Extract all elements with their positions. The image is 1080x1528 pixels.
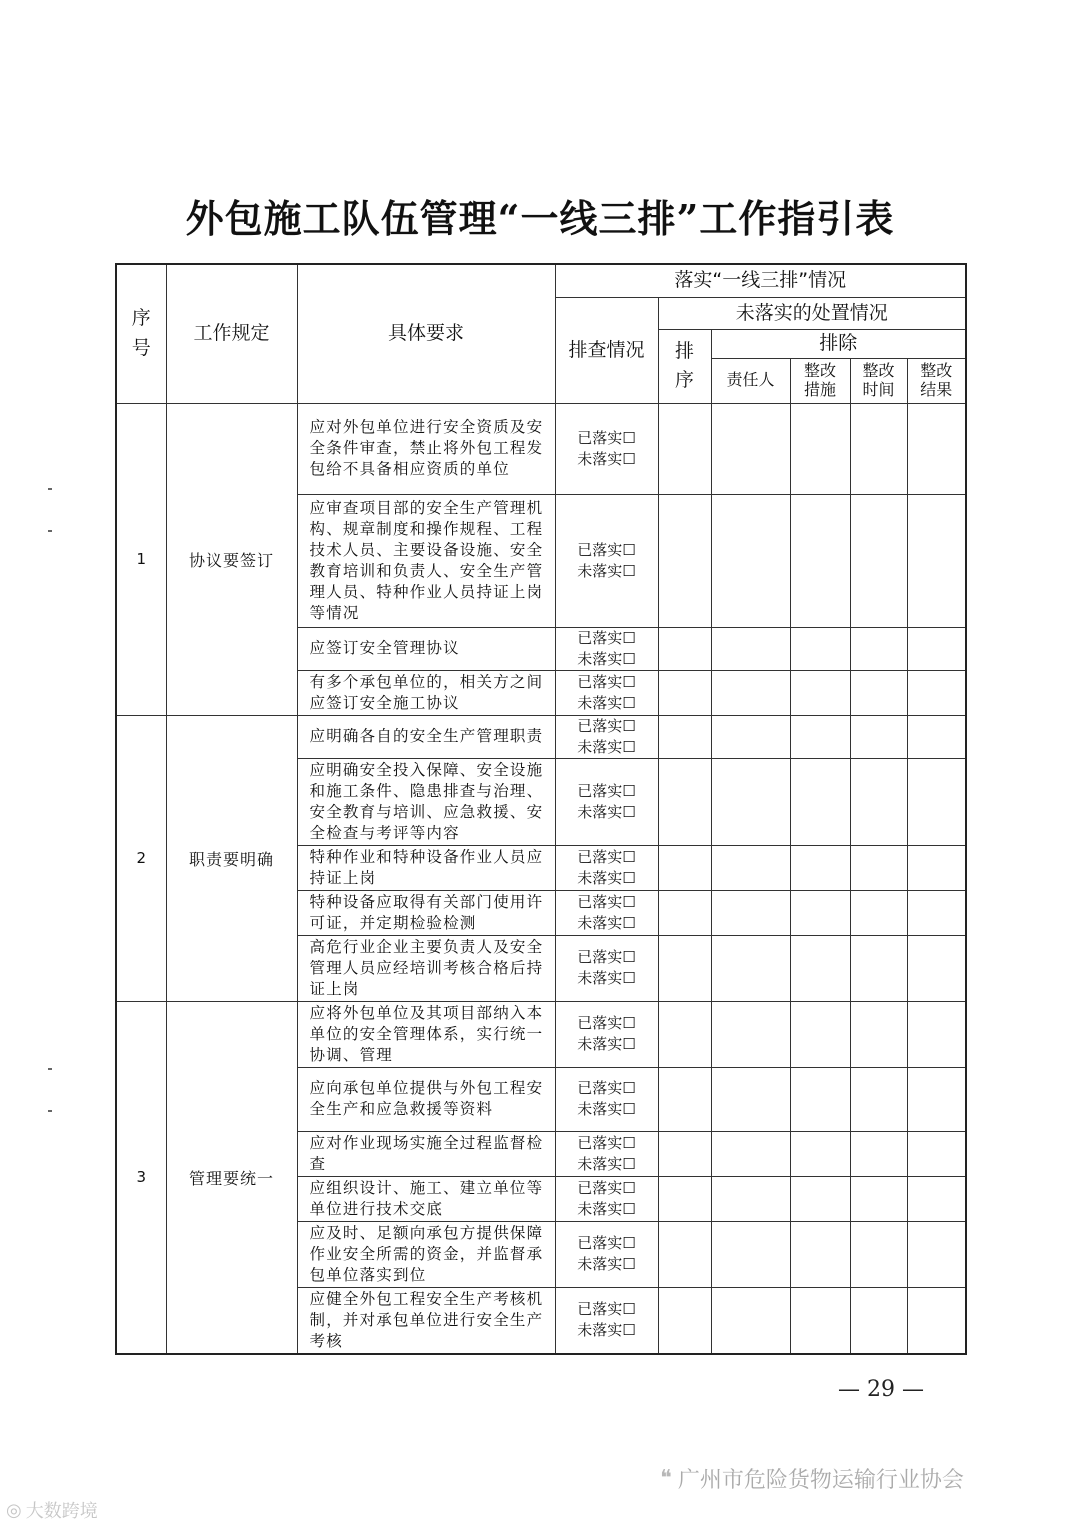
investigation-status xyxy=(555,1067,658,1131)
status-not-done-checkbox[interactable]: 未落实☐ xyxy=(577,868,636,887)
time-cell[interactable] xyxy=(850,935,907,1001)
ranking-cell[interactable] xyxy=(658,1287,711,1354)
time-cell[interactable] xyxy=(850,715,907,758)
time-cell[interactable] xyxy=(850,1067,907,1131)
responsible-cell[interactable] xyxy=(711,1176,790,1221)
group-number: 1 xyxy=(116,403,166,715)
measures-cell[interactable] xyxy=(790,715,850,758)
result-cell[interactable] xyxy=(907,1287,966,1354)
status-not-done-checkbox[interactable]: 未落实☐ xyxy=(577,693,636,712)
requirement-text: 应将外包单位及其项目部纳入本单位的安全管理体系，实行统一协调、管理 xyxy=(297,1001,555,1067)
brand-logo-icon: ◎ xyxy=(6,1499,22,1521)
association-name: 广州市危险货物运输行业协会 xyxy=(677,1468,964,1493)
ranking-cell[interactable] xyxy=(658,1221,711,1287)
requirement-text: 特种作业和特种设备作业人员应持证上岗 xyxy=(297,845,555,890)
measures-cell[interactable] xyxy=(790,403,850,494)
requirement-text: 应明确各自的安全生产管理职责 xyxy=(297,715,555,758)
responsible-cell[interactable] xyxy=(711,935,790,1001)
requirement-text: 应签订安全管理协议 xyxy=(297,627,555,670)
requirement-text: 应对外包单位进行安全资质及安全条件审查，禁止将外包工程发包给不具备相应资质的单位 xyxy=(297,403,555,494)
status-done-checkbox[interactable]: 已落实☐ xyxy=(577,892,636,911)
header-time: 整改 时间 xyxy=(850,358,907,403)
requirement-text: 应及时、足额向承包方提供保障作业安全所需的资金，并监督承包单位落实到位 xyxy=(297,1221,555,1287)
status-done-checkbox[interactable]: 已落实☐ xyxy=(577,1133,636,1152)
investigation-status xyxy=(555,403,658,494)
requirement-text: 特种设备应取得有关部门使用许可证，并定期检验检测 xyxy=(297,890,555,935)
time-cell[interactable] xyxy=(850,845,907,890)
ranking-cell[interactable] xyxy=(658,403,711,494)
header-disposal: 未落实的处置情况 xyxy=(658,297,966,329)
time-cell[interactable] xyxy=(850,1287,907,1354)
header-measures: 整改 措施 xyxy=(790,358,850,403)
requirement-text: 应向承包单位提供与外包工程安全生产和应急救援等资料 xyxy=(297,1067,555,1131)
status-done-checkbox[interactable]: 已落实☐ xyxy=(577,1178,636,1197)
responsible-cell[interactable] xyxy=(711,890,790,935)
status-not-done-checkbox[interactable]: 未落实☐ xyxy=(577,1199,636,1218)
requirement-text: 应对作业现场实施全过程监督检查 xyxy=(297,1131,555,1176)
ranking-cell[interactable] xyxy=(658,890,711,935)
requirement-text: 应明确安全投入保障、安全设施和施工条件、隐患排查与治理、安全教育与培训、应急救援、安全检查与考评等内容 xyxy=(297,758,555,845)
group-rule: 职责要明确 xyxy=(166,715,297,1001)
result-cell[interactable] xyxy=(907,1131,966,1176)
association-watermark xyxy=(660,1463,964,1494)
responsible-cell[interactable] xyxy=(711,1287,790,1354)
investigation-status xyxy=(555,494,658,627)
responsible-cell[interactable] xyxy=(711,758,790,845)
requirement-text: 高危行业企业主要负责人及安全管理人员应经培训考核合格后持证上岗 xyxy=(297,935,555,1001)
status-done-checkbox[interactable]: 已落实☐ xyxy=(577,628,636,647)
result-cell[interactable] xyxy=(907,1001,966,1067)
measures-cell[interactable] xyxy=(790,845,850,890)
ranking-cell[interactable] xyxy=(658,1001,711,1067)
requirement-text: 应组织设计、施工、建立单位等单位进行技术交底 xyxy=(297,1176,555,1221)
status-done-checkbox[interactable]: 已落实☐ xyxy=(577,781,636,800)
responsible-cell[interactable] xyxy=(711,494,790,627)
group-number: 3 xyxy=(116,1001,166,1354)
measures-cell[interactable] xyxy=(790,935,850,1001)
investigation-status xyxy=(555,1131,658,1176)
responsible-cell[interactable] xyxy=(711,670,790,715)
measures-cell[interactable] xyxy=(790,890,850,935)
status-not-done-checkbox[interactable]: 未落实☐ xyxy=(577,1321,636,1339)
page-number: — 29 — xyxy=(838,1377,924,1402)
guide-table xyxy=(115,263,967,1355)
measures-cell[interactable] xyxy=(790,670,850,715)
responsible-cell[interactable] xyxy=(711,1067,790,1131)
header-requirement: 具体要求 xyxy=(297,264,555,403)
result-cell[interactable] xyxy=(907,627,966,670)
status-done-checkbox[interactable]: 已落实☐ xyxy=(577,540,636,559)
time-cell[interactable] xyxy=(850,1221,907,1287)
status-not-done-checkbox[interactable]: 未落实☐ xyxy=(577,802,636,821)
time-cell[interactable] xyxy=(850,758,907,845)
requirement-text: 有多个承包单位的，相关方之间应签订安全施工协议 xyxy=(297,670,555,715)
result-cell[interactable] xyxy=(907,758,966,845)
measures-cell[interactable] xyxy=(790,1001,850,1067)
time-cell[interactable] xyxy=(850,403,907,494)
table-row xyxy=(116,715,966,758)
brand-watermark xyxy=(6,1497,98,1523)
group-rule: 协议要签订 xyxy=(166,403,297,715)
measures-cell[interactable] xyxy=(790,1067,850,1131)
table-row xyxy=(116,403,966,494)
investigation-status xyxy=(555,1001,658,1067)
responsible-cell[interactable] xyxy=(711,715,790,758)
status-done-checkbox[interactable]: 已落实☐ xyxy=(577,428,636,447)
responsible-cell[interactable] xyxy=(711,1221,790,1287)
measures-cell[interactable] xyxy=(790,1221,850,1287)
result-cell[interactable] xyxy=(907,1176,966,1221)
measures-cell[interactable] xyxy=(790,627,850,670)
ranking-cell[interactable] xyxy=(658,1131,711,1176)
ranking-cell[interactable] xyxy=(658,670,711,715)
header-result: 整改 结果 xyxy=(907,358,966,403)
investigation-status xyxy=(555,1287,658,1354)
page-title: 外包施工队伍管理“一线三排”工作指引表 xyxy=(185,196,895,241)
investigation-status xyxy=(555,670,658,715)
status-done-checkbox[interactable]: 已落实☐ xyxy=(577,1079,636,1097)
ranking-cell[interactable] xyxy=(658,1067,711,1131)
status-not-done-checkbox[interactable]: 未落实☐ xyxy=(577,1255,636,1273)
header-rule: 工作规定 xyxy=(166,264,297,403)
responsible-cell[interactable] xyxy=(711,627,790,670)
measures-cell[interactable] xyxy=(790,1131,850,1176)
result-cell[interactable] xyxy=(907,403,966,494)
requirement-text: 应健全外包工程安全生产考核机制，并对承包单位进行安全生产考核 xyxy=(297,1287,555,1354)
time-cell[interactable] xyxy=(850,670,907,715)
status-not-done-checkbox[interactable]: 未落实☐ xyxy=(577,449,636,468)
result-cell[interactable] xyxy=(907,890,966,935)
investigation-status xyxy=(555,1221,658,1287)
ranking-cell[interactable] xyxy=(658,494,711,627)
result-cell[interactable] xyxy=(907,1067,966,1131)
status-done-checkbox[interactable]: 已落实☐ xyxy=(577,672,636,691)
time-cell[interactable] xyxy=(850,1131,907,1176)
brand-name: 大数跨境 xyxy=(25,1501,98,1522)
status-done-checkbox[interactable]: 已落实☐ xyxy=(577,716,636,735)
investigation-status xyxy=(555,627,658,670)
investigation-status xyxy=(555,890,658,935)
investigation-status xyxy=(555,715,658,758)
ranking-cell[interactable] xyxy=(658,627,711,670)
responsible-cell[interactable] xyxy=(711,1001,790,1067)
table-row xyxy=(116,1001,966,1067)
measures-cell[interactable] xyxy=(790,1287,850,1354)
result-cell[interactable] xyxy=(907,715,966,758)
measures-cell[interactable] xyxy=(790,1176,850,1221)
time-cell[interactable] xyxy=(850,627,907,670)
result-cell[interactable] xyxy=(907,1221,966,1287)
time-cell[interactable] xyxy=(850,1001,907,1067)
ranking-cell[interactable] xyxy=(658,715,711,758)
result-cell[interactable] xyxy=(907,845,966,890)
status-not-done-checkbox[interactable]: 未落实☐ xyxy=(577,1035,636,1053)
measures-cell[interactable] xyxy=(790,758,850,845)
header-elimination: 排除 xyxy=(711,329,966,358)
status-not-done-checkbox[interactable]: 未落实☐ xyxy=(577,649,636,668)
status-not-done-checkbox[interactable]: 未落实☐ xyxy=(577,1154,636,1173)
ranking-cell[interactable] xyxy=(658,935,711,1001)
result-cell[interactable] xyxy=(907,670,966,715)
header-responsible: 责任人 xyxy=(711,358,790,403)
responsible-cell[interactable] xyxy=(711,403,790,494)
status-done-checkbox[interactable]: 已落实☐ xyxy=(577,1234,636,1252)
ranking-cell[interactable] xyxy=(658,845,711,890)
result-cell[interactable] xyxy=(907,494,966,627)
investigation-status xyxy=(555,758,658,845)
responsible-cell[interactable] xyxy=(711,845,790,890)
header-seq: 序 号 xyxy=(116,264,166,403)
status-not-done-checkbox[interactable]: 未落实☐ xyxy=(577,737,636,756)
header-investigation: 排查情况 xyxy=(555,297,658,403)
investigation-status xyxy=(555,1176,658,1221)
status-not-done-checkbox[interactable]: 未落实☐ xyxy=(577,1100,636,1118)
requirement-text: 应审查项目部的安全生产管理机构、规章制度和操作规程、工程技术人员、主要设备设施、安全教育培训和负责人、安全生产管理人员、特种作业人员持证上岗等情况 xyxy=(297,494,555,627)
measures-cell[interactable] xyxy=(790,494,850,627)
header-implementation: 落实“一线三排”情况 xyxy=(555,264,966,297)
status-done-checkbox[interactable]: 已落实☐ xyxy=(577,847,636,866)
responsible-cell[interactable] xyxy=(711,1131,790,1176)
investigation-status xyxy=(555,845,658,890)
group-number: 2 xyxy=(116,715,166,1001)
status-not-done-checkbox[interactable]: 未落实☐ xyxy=(577,969,636,987)
wechat-icon: ❝ xyxy=(660,1466,672,1491)
ranking-cell[interactable] xyxy=(658,1176,711,1221)
investigation-status xyxy=(555,935,658,1001)
time-cell[interactable] xyxy=(850,1176,907,1221)
status-not-done-checkbox[interactable]: 未落实☐ xyxy=(577,561,636,580)
time-cell[interactable] xyxy=(850,494,907,627)
ranking-cell[interactable] xyxy=(658,758,711,845)
header-ranking: 排 序 xyxy=(658,329,711,403)
status-done-checkbox[interactable]: 已落实☐ xyxy=(577,1300,636,1318)
status-not-done-checkbox[interactable]: 未落实☐ xyxy=(577,913,636,932)
status-done-checkbox[interactable]: 已落实☐ xyxy=(577,1014,636,1032)
group-rule: 管理要统一 xyxy=(166,1001,297,1354)
time-cell[interactable] xyxy=(850,890,907,935)
result-cell[interactable] xyxy=(907,935,966,1001)
status-done-checkbox[interactable]: 已落实☐ xyxy=(577,948,636,966)
